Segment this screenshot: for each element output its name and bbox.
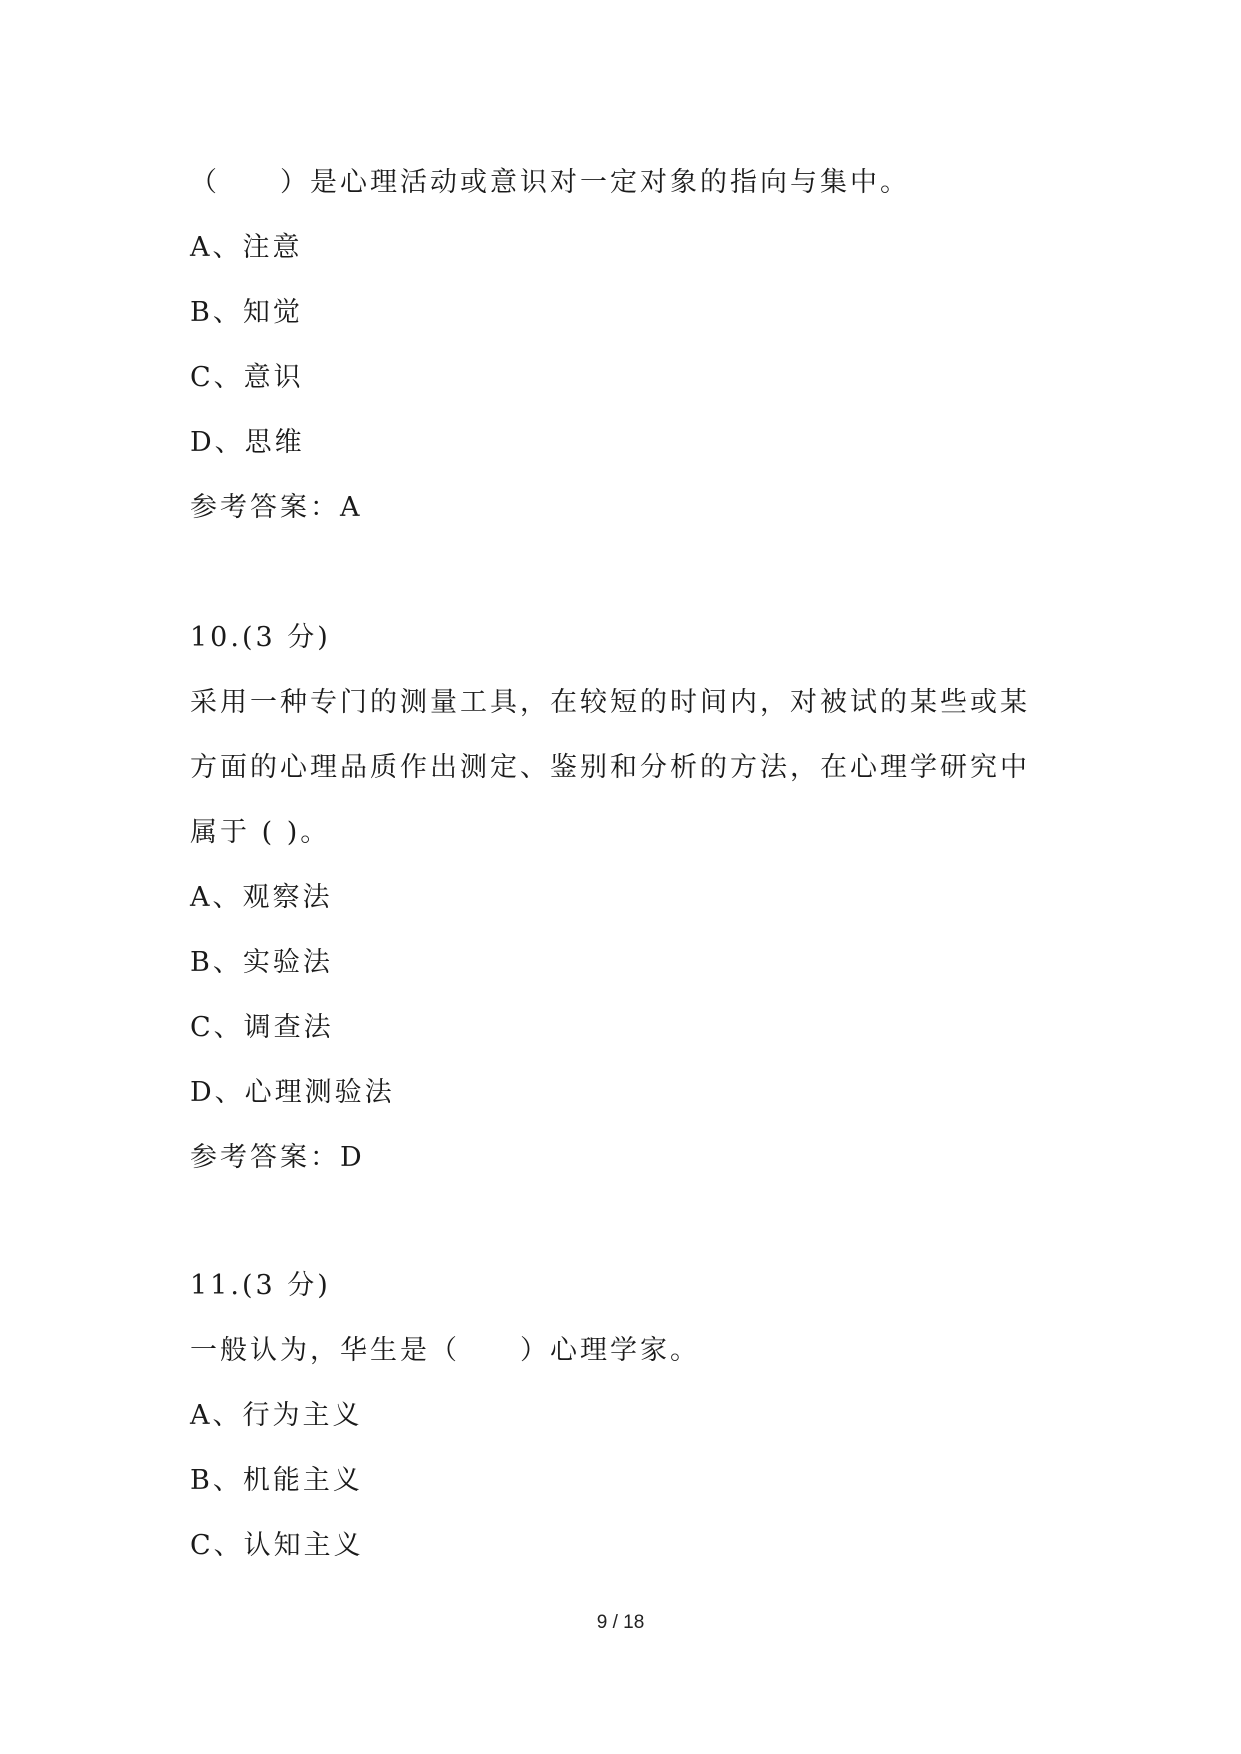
question-11-option-c: C、认知主义 [190,1530,364,1561]
question-11-option-a: A、行为主义 [190,1400,363,1431]
question-10-stem-line-1: 采用一种专门的测量工具，在较短的时间内，对被试的某些或某 [190,687,1030,718]
question-9-option-d: D、思维 [190,427,305,458]
question-9-option-a: A、注意 [190,232,303,263]
question-11-option-b: B、机能主义 [190,1465,363,1496]
question-11-header: 11.(3 分) [190,1270,331,1301]
question-10-header: 10.(3 分) [190,622,331,653]
page-number: 9 / 18 [596,1612,645,1633]
question-10-option-d: D、心理测验法 [190,1077,395,1108]
question-9-answer: 参考答案：A [190,492,363,523]
question-10-option-a: A、观察法 [190,882,333,913]
question-9-stem: （ ）是心理活动或意识对一定对象的指向与集中。 [190,167,910,198]
question-9-option-b: B、知觉 [190,297,303,328]
question-10-answer: 参考答案：D [190,1142,365,1173]
question-11-stem: 一般认为，华生是（ ）心理学家。 [190,1335,700,1366]
question-10-option-b: B、实验法 [190,947,333,978]
question-10-stem-line-3: 属于 ( )。 [190,817,331,848]
question-9-option-c: C、意识 [190,362,304,393]
question-10-stem-line-2: 方面的心理品质作出测定、鉴别和分析的方法，在心理学研究中 [190,752,1030,783]
question-10-option-c: C、调查法 [190,1012,334,1043]
